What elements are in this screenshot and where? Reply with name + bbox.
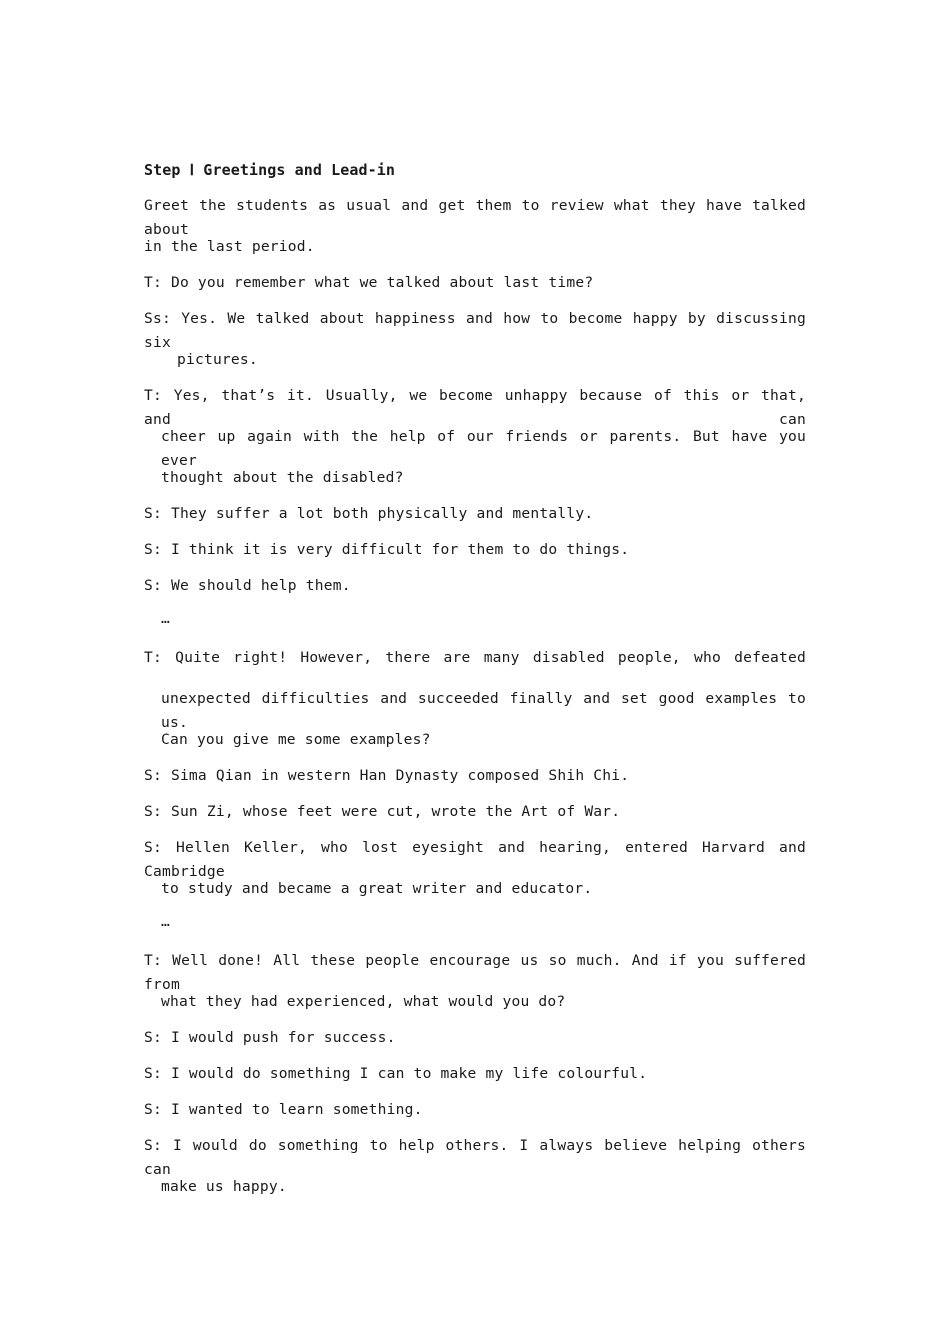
dialogue-line: T: Do you remember what we talked about last time? xyxy=(144,274,594,291)
dialogue-line: S: I would do something to help others. I always believe helping others can xyxy=(144,1137,806,1178)
dialogue-line-continued: cheer up again with the help of our friends or parents. But have you ever xyxy=(161,428,806,469)
dialogue-line: S: Hellen Keller, who lost eyesight and hearing, entered Harvard and Cambridge xyxy=(144,839,806,880)
dialogue-line: Ss: Yes. We talked about happiness and how to become happy by discussing six xyxy=(144,310,806,351)
dialogue-line-continued: what they had experienced, what would you do? xyxy=(161,993,566,1010)
section-heading: Step Ⅰ Greetings and Lead-in xyxy=(144,161,396,179)
dialogue-line: S: They suffer a lot both physically and mentally. xyxy=(144,505,594,522)
ellipsis: … xyxy=(161,913,170,930)
dialogue-line: S: I would do something I can to make my life colourful. xyxy=(144,1065,648,1082)
dialogue-line-continued: thought about the disabled? xyxy=(161,469,404,486)
dialogue-line-continued: make us happy. xyxy=(161,1178,287,1195)
dialogue-line: S: I would push for success. xyxy=(144,1029,396,1046)
paragraph-line: Greet the students as usual and get them to review what they have talked about xyxy=(144,197,806,238)
dialogue-line-continued: pictures. xyxy=(177,351,258,368)
dialogue-line: T: Quite right! However, there are many disabled people, who defeated xyxy=(144,649,806,666)
dialogue-line: T: Well done! All these people encourage us so much. And if you suffered from xyxy=(144,952,806,993)
dialogue-line-continued: Can you give me some examples? xyxy=(161,731,431,748)
dialogue-line: S: We should help them. xyxy=(144,577,351,594)
dialogue-line: T: Yes, that’s it. Usually, we become unhappy because of this or that, and can xyxy=(144,387,806,428)
dialogue-line: S: Sima Qian in western Han Dynasty composed Shih Chi. xyxy=(144,767,630,784)
dialogue-line: S: I think it is very difficult for them to do things. xyxy=(144,541,630,558)
ellipsis: … xyxy=(161,610,170,627)
dialogue-line: S: I wanted to learn something. xyxy=(144,1101,423,1118)
dialogue-line-continued: unexpected difficulties and succeeded finally and set good examples to us. xyxy=(161,690,806,731)
dialogue-line-continued: to study and became a great writer and educator. xyxy=(161,880,593,897)
dialogue-line: S: Sun Zi, whose feet were cut, wrote the Art of War. xyxy=(144,803,621,820)
paragraph-line: in the last period. xyxy=(144,238,315,255)
